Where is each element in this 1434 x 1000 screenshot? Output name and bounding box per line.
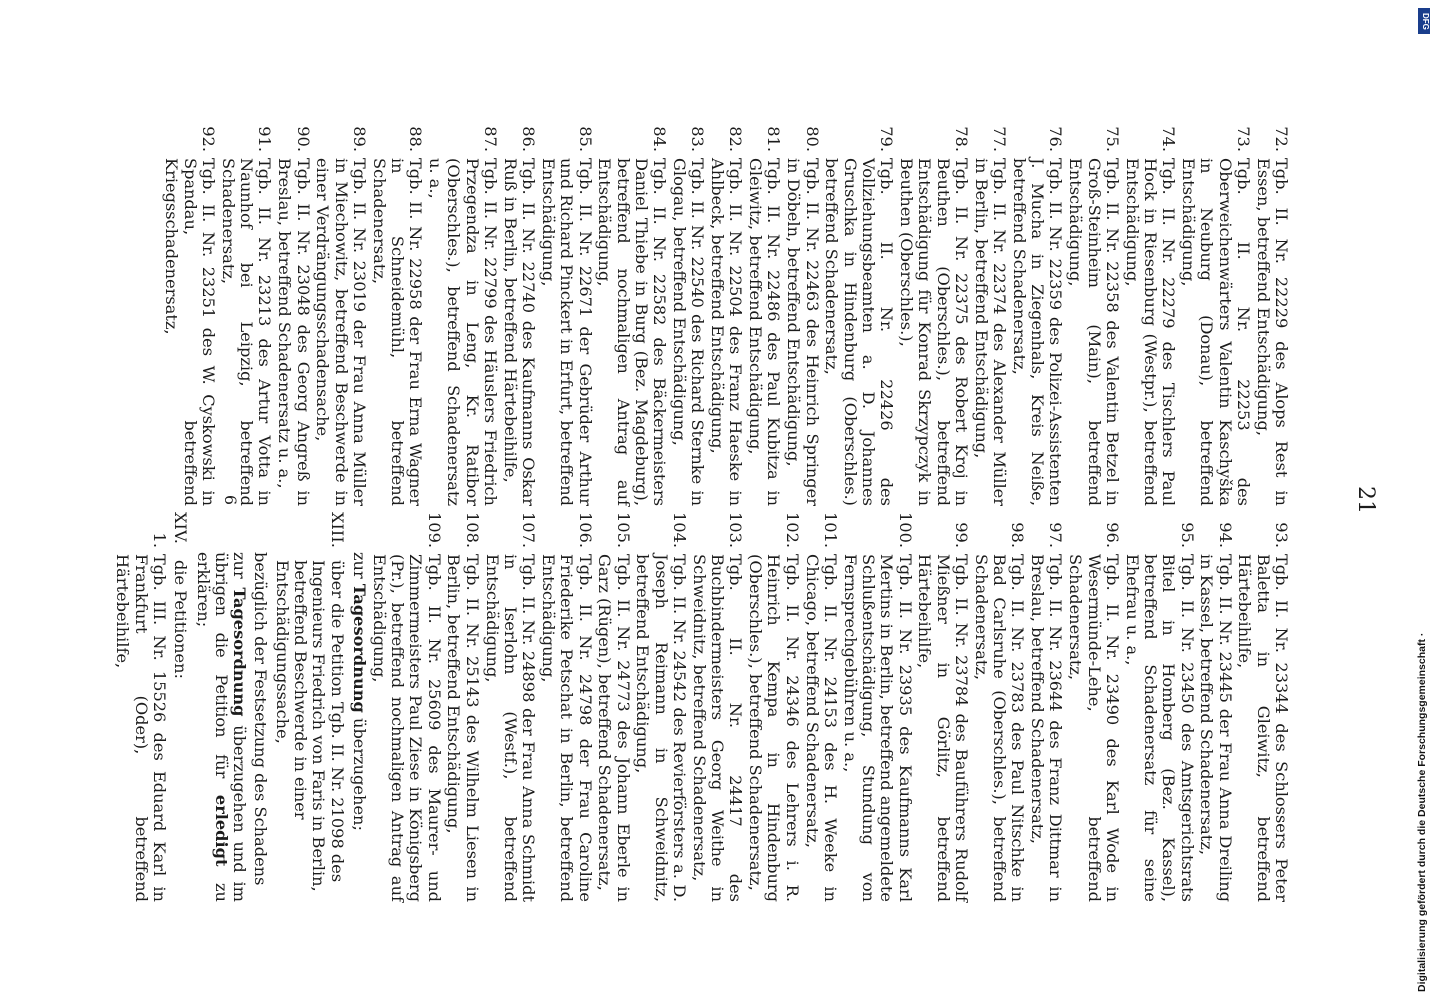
list-item [539, 512, 594, 902]
entry-text: Tgb. II. Nr. 22740 des Kaufmanns Oskar Ruß in Berlin, betreffend Härtebeihilfe, [500, 158, 539, 506]
entry-number: 98. [1008, 522, 1028, 548]
entry-text: Tgb. II. Nr. 23048 des Georg Angreß in Breslau, betreffend Schadenersatz u. a., [275, 158, 313, 506]
list-item [915, 512, 970, 902]
entry-number: 85. [575, 126, 595, 152]
entry-text: Tgb. II. Nr. 23784 des Bauführers Rudolf Mießner in Görlitz, betreffend Härtebeihilfe, [915, 554, 971, 902]
entry-text: Tgb. II. Nr. 23344 des Schlossers Peter Baletta in Gleiwitz, betreffend Härtebeihilfe, [1235, 554, 1291, 902]
entry-text: Tgb. II. Nr. 23935 des Kaufmanns Karl Mertins in Berlin, betreffend angemeldete Schlußentschädigung, Stundung von Fernsprechgebühren u. a., [840, 554, 915, 902]
page-number-top: 21 [1353, 486, 1378, 514]
entry-text: Tgb. II. Nr. 22375 des Robert Kroj in Beuthen (Oberschles.), betreffend Entschädigung für Konrad Skrzypczyk in Beuthen (Oberschles.), [897, 158, 971, 506]
entry-number: 92. [199, 126, 219, 152]
entry-text: Tgb. II. Nr. 23251 des W. Cyskowski in Spandau, betreffend Kriegsschadenersatz, [162, 158, 219, 506]
entry-text: Tgb. II. Nr. 24417 des Buchbindermeisters Georg Weithe in Schweidnitz, betreffend Schadenersatz, [689, 554, 746, 902]
entry-number: 95. [1177, 522, 1197, 548]
entry-number: 83. [688, 126, 708, 152]
entry-text: Tgb. II. Nr. 23450 des Amtsgerichtsrats Bitel in Homberg (Bez. Kassel), betreffend Schadenersatz für seine Ehefrau u. a., [1122, 554, 1197, 902]
list-item [840, 512, 913, 902]
entry-number: 90. [293, 126, 313, 152]
list-item [633, 512, 688, 902]
entry-text: Tgb. II. Nr. 22359 des Polizei-Assistenten J. Mucha in Ziegenhals, Kreis Neiße, betreffend Schadenersatz, [1009, 158, 1066, 506]
entry-number: 89. [349, 126, 369, 152]
entry-number: 103. [726, 512, 746, 549]
entry-number: 97. [1046, 522, 1066, 548]
entry-number: 81. [764, 126, 784, 152]
entry-text: Tgb. II. Nr. 22463 des Heinrich Springer in Döbeln, betreffend Entschädigung, [784, 158, 822, 506]
entry-text: Tgb. II. Nr. 22671 der Gebrüder Arthur und Richard Pinckert in Erfurt, betreffend Entschädigung, [538, 158, 595, 506]
entry-number: 75. [1102, 126, 1122, 152]
list-item [369, 116, 424, 506]
list-item [444, 512, 481, 902]
list-item [275, 116, 312, 506]
list-item [690, 512, 745, 902]
entry-text: Tgb. II. Nr. 23445 der Frau Anna Dreiling in Kassel, betreffend Schadenersatz, [1197, 554, 1235, 902]
section-xiv-numeral: XIV. [171, 512, 191, 544]
entry-number: 82. [726, 126, 746, 152]
left-column [161, 116, 1290, 506]
funding-notice: Digitalisierung gefördert durch die Deutsche Forschungsgemeinschaft · [1416, 632, 1428, 992]
list-item [482, 512, 537, 902]
entry-text: Tgb. II. Nr. 23644 des Franz Dittmar in Breslau, betreffend Schadenersatz, [1028, 554, 1066, 902]
entry-text: Tgb. II. Nr. 22358 des Valentin Betzel in Groß-Steinheim (Main), betreffend Entschädigung, [1066, 158, 1122, 506]
entry-text: Tgb. II. Nr. 22279 des Tischlers Paul Hock in Riesenburg (Westpr.), betreffend Entschädigung, [1122, 158, 1179, 506]
entry-number: 87. [481, 126, 501, 152]
section-xiii-condition: bezüglich der Festsetzung des Schadens [251, 552, 271, 886]
entry-text: Tgb. II. Nr. 25143 des Wilhelm Liesen in Berlin, betreffend Entschädigung, [444, 554, 482, 902]
section-xiii-text: über die Petition Tgb. II. Nr. 21098 des Ingenieurs Friedrich von Faris in Berlin, betreffend Beschwerde in einer Entschädigungssache, [272, 560, 347, 892]
entry-number: 99. [951, 522, 971, 548]
entry-text: Tgb. II. Nr. 22229 des Alops Rest in Essen, betreffend Entschädigung, [1253, 158, 1291, 506]
list-item [1253, 116, 1290, 506]
list-item [162, 116, 217, 506]
entry-text: Tgb. II. Nr. 22799 des Häuslers Friedrich Przegendza in Leng, Kr. Ratibor (Oberschles.), betreffend Schadenersatz u. a., [426, 158, 501, 506]
digitization-sidebar [1414, 0, 1434, 1000]
entry-number: 100. [895, 512, 915, 549]
entry-text: Tgb. II. Nr. 22958 der Frau Erna Wagner in Schneidemühl, betreffend Schadenersatz, [369, 158, 426, 506]
entry-number: 104. [670, 512, 689, 549]
list-item [822, 116, 895, 506]
entry-text: Tgb. II. Nr. 22540 des Richard Sternke in Glogau, betreffend Entschädigung, [670, 158, 708, 506]
list-item [746, 512, 801, 902]
entry-text: Tgb. II. Nr. 22374 des Alexander Müller in Berlin, betreffend Entschädigung, [971, 158, 1010, 506]
entry-number: 72. [1272, 126, 1291, 152]
list-item [1028, 512, 1065, 902]
entry-text: Tgb. II. Nr. 25609 des Maurer- und Zimmermeisters Paul Ziese in Königsberg (Pr.), betreffend nochmaligen Antrag auf Entschädigung, [369, 554, 444, 902]
list-item [1235, 512, 1290, 902]
list-item [897, 116, 970, 506]
list-item [1179, 116, 1252, 506]
right-column [112, 512, 1290, 902]
list-item [501, 116, 538, 506]
entry-text: Tgb. II. Nr. 24542 des Revierförsters a. D. Joseph Reimann in Schweidnitz, betreffend Entschädigung, [633, 554, 689, 902]
entry-number: 77. [990, 126, 1010, 152]
section-xiii [272, 512, 345, 902]
section-xiv-text: die Petitionen: [171, 560, 191, 680]
list-item [670, 116, 707, 506]
list-item [1122, 116, 1177, 506]
entry-number: 80. [802, 126, 822, 152]
entry-number: 78. [951, 126, 971, 152]
list-item [369, 512, 442, 902]
entry-text: Tgb. II. Nr. 23019 der Frau Anna Müller in Miechowitz, betreffend Beschwerde in einer Verdrängungsschadensache, [313, 158, 369, 506]
list-item [971, 116, 1008, 506]
entry-number: 74. [1159, 126, 1179, 152]
entry-number: 106. [575, 512, 595, 549]
entry-text: Tgb. II. Nr. 22486 des Paul Kubitza in Gleiwitz, betreffend Entschädigung, [746, 158, 784, 506]
list-item [746, 116, 783, 506]
section-xiv [171, 512, 189, 902]
entry-number: 79. [877, 126, 897, 152]
entry-number: 76. [1046, 126, 1066, 152]
list-item [1197, 512, 1234, 902]
entry-number: 1. [149, 532, 169, 548]
list-item [708, 116, 745, 506]
entry-number: 108. [462, 512, 482, 549]
entry-text: Tgb. II. Nr. 23213 des Artur Votta in Naunhof bei Leipzig, betreffend Schadenersatz, [218, 158, 275, 506]
list-item [971, 512, 1026, 902]
list-item [113, 512, 168, 902]
entry-number: 86. [519, 126, 539, 152]
entry-number: 93. [1272, 522, 1291, 548]
entry-text: Tgb. II. Nr. 24346 des Lehrers i. R. Heinrich Kempa in Hindenburg (Oberschles.), betreffend Schadenersatz, [746, 554, 802, 902]
entry-number: 105. [613, 512, 633, 549]
entry-number: 73. [1233, 126, 1253, 152]
list-item [539, 116, 594, 506]
list-item [595, 512, 632, 902]
list-item [784, 116, 821, 506]
entry-text: Tgb. II. Nr. 22504 des Franz Haeske in Ahlbeck, betreffend Entschädigung, [708, 158, 746, 506]
entry-number: 91. [255, 126, 275, 152]
list-item [595, 116, 668, 506]
entry-text: Tgb. II. Nr. 22582 des Bäckermeisters Daniel Thiebe in Burg (Bez. Magdeburg), betreffend nochmaligen Antrag auf Entschädigung, [595, 158, 670, 506]
entry-text: Tgb. II. Nr. 24153 des H. Weeke in Chicago, betreffend Schadenersatz, [802, 554, 840, 902]
entry-number: 84. [650, 126, 670, 152]
dfg-logo: DFG [1418, 8, 1430, 34]
entry-number: 109. [424, 512, 444, 549]
list-item [1066, 116, 1121, 506]
agenda-line-1: zur Tagesordnung überzugehen; [349, 552, 369, 831]
entry-text: Tgb. II. Nr. 24798 der Frau Caroline Friederike Petschat in Berlin, betreffend Entschädigung, [538, 554, 595, 902]
page-number-bottom: 6 [221, 494, 240, 506]
entry-number: 102. [782, 512, 802, 549]
entry-text: Tgb. II. Nr. 23490 des Karl Wode in Wesermünde-Lehe, betreffend Schadenersatz, [1066, 554, 1122, 902]
list-item [1122, 512, 1195, 902]
entry-text: Tgb. II. Nr. 23783 des Paul Nitschke in Bad Carlsruhe (Oberschles.), betreffend Schadenersatz, [971, 554, 1028, 902]
entry-text: Tgb. II. Nr. 22426 des Vollziehungsbeamten a. D. Johannes Gruschka in Hindenburg (Oberschles.) betreffend Schadenersatz, [822, 158, 897, 506]
list-item [1066, 512, 1121, 902]
section-xiii-numeral: XIII. [327, 512, 347, 548]
entry-text: Tgb. II. Nr. 24898 der Frau Anna Schmidt in Iserlohn (Westf.), betreffend Entschädigung, [482, 554, 539, 902]
entry-number: 94. [1215, 522, 1235, 548]
entry-text: Tgb. II. Nr. 24773 des Johann Eberle in Garz (Rügen), betreffend Schadenersatz, [595, 554, 633, 902]
entry-number: 88. [406, 126, 426, 152]
agenda-line-2: zur Tagesordnung überzugehen und im übrigen die Petition für erledigt zu erklären; [193, 552, 250, 902]
list-item [1010, 116, 1065, 506]
list-item [802, 512, 839, 902]
entry-text: Tgb. II. Nr. 22253 des Oberweichenwärters Valentin Kaschyška in Neuburg (Donau), betreffend Entschädigung, [1179, 158, 1253, 506]
entry-number: 96. [1102, 522, 1122, 548]
list-item [426, 116, 499, 506]
entry-text: Tgb. III. Nr. 15526 des Eduard Karl in Frankfurt (Oder), betreffend Härtebeihilfe, [113, 554, 169, 902]
list-item [313, 116, 368, 506]
entry-number: 107. [519, 512, 539, 549]
entry-number: 101. [820, 512, 840, 549]
